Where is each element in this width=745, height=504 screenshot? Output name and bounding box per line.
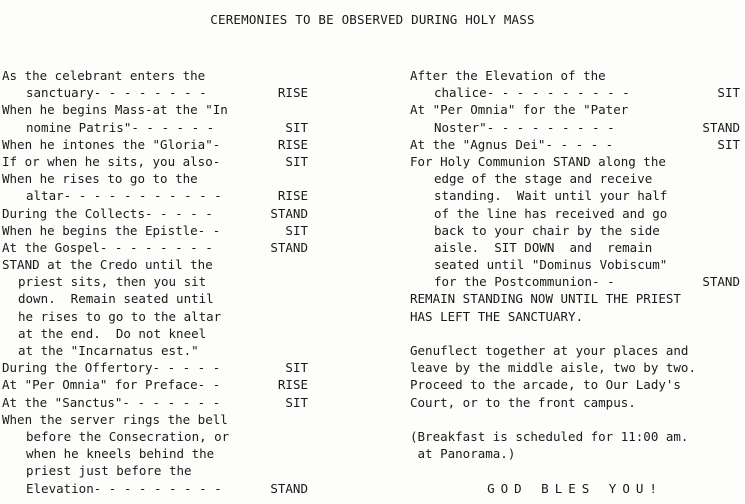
text-line bbox=[410, 359, 740, 376]
text-line bbox=[410, 187, 740, 204]
text-line bbox=[410, 205, 740, 222]
dash-leader: - - - - - - - - bbox=[99, 239, 213, 255]
posture-action: RISE bbox=[277, 188, 308, 204]
line-text: At "Per Omnia" for the "Pater bbox=[410, 102, 629, 118]
posture-action: STAND bbox=[702, 119, 740, 135]
dash-leader: - - - - - - - - - - - bbox=[63, 188, 222, 204]
text-line bbox=[410, 153, 740, 170]
text-line bbox=[2, 67, 308, 84]
line-text: back to your chair by the side bbox=[434, 222, 660, 238]
line-text: (Breakfast is scheduled for 11:00 am. bbox=[410, 428, 689, 444]
text-line bbox=[2, 462, 308, 479]
line-text: For Holy Communion STAND along the bbox=[410, 153, 666, 169]
posture-action: SIT bbox=[285, 394, 308, 410]
text-line bbox=[410, 290, 740, 307]
instruction-line bbox=[2, 480, 308, 497]
text-line bbox=[2, 428, 308, 445]
line-text: priest sits, then you sit bbox=[18, 274, 207, 290]
text-line bbox=[410, 101, 740, 118]
text-line bbox=[410, 394, 740, 411]
instruction-line bbox=[2, 84, 308, 101]
text-line bbox=[410, 376, 740, 393]
line-text: When he begins Mass-at the "In bbox=[2, 102, 228, 118]
line-text: As the celebrant enters the bbox=[2, 68, 206, 83]
instruction-line bbox=[410, 136, 740, 153]
line-text: seated until "Dominus Vobiscum" bbox=[434, 257, 668, 273]
dash-leader: - - bbox=[197, 377, 221, 393]
text-line bbox=[410, 239, 740, 256]
posture-action: SIT bbox=[717, 85, 740, 101]
instruction-line bbox=[2, 222, 308, 239]
instruction-line bbox=[2, 205, 308, 222]
dash-leader: - - - - - - bbox=[131, 119, 215, 135]
posture-action: STAND bbox=[702, 274, 740, 290]
dash-leader: - - - - - - - - - bbox=[486, 119, 615, 135]
line-text: When the server rings the bell bbox=[2, 411, 228, 427]
dash-leader: - - - - - bbox=[152, 360, 221, 376]
dash-leader: - - - - - - - - - - bbox=[486, 85, 630, 101]
line-text: After the Elevation of the bbox=[410, 68, 606, 83]
line-text: Proceed to the arcade, to Our Lady's bbox=[410, 377, 681, 393]
text-line bbox=[410, 67, 740, 84]
dash-leader: - - - - - - - - bbox=[93, 85, 207, 101]
text-line bbox=[2, 290, 308, 307]
posture-action: RISE bbox=[277, 377, 308, 393]
line-text: When he intones the "Gloria" bbox=[2, 136, 213, 152]
instruction-line bbox=[2, 239, 308, 256]
text-line bbox=[410, 428, 740, 445]
dash-leader: - - - - - - - - - bbox=[93, 480, 222, 496]
line-text: GOD BLES YOU! bbox=[487, 480, 663, 496]
text-line bbox=[2, 445, 308, 462]
text-line bbox=[2, 101, 308, 118]
instruction-line bbox=[2, 119, 308, 136]
instruction-line bbox=[2, 187, 308, 204]
line-text: altar bbox=[26, 188, 64, 204]
dash-leader: - bbox=[212, 136, 221, 152]
dash-leader: - - bbox=[197, 222, 221, 238]
line-text: when he kneels behind the bbox=[26, 446, 215, 462]
line-text: If or when he sits, you also bbox=[2, 153, 213, 169]
line-text: Noster" bbox=[434, 119, 487, 135]
text-line bbox=[2, 308, 308, 325]
dash-leader: - bbox=[212, 153, 221, 169]
line-text: at Panorama.) bbox=[410, 446, 516, 462]
line-text: Court, or to the front campus. bbox=[410, 394, 636, 410]
line-text: When he rises to go to the bbox=[2, 171, 198, 187]
line-text: of the line has received and go bbox=[434, 205, 668, 221]
posture-action: STAND bbox=[270, 239, 308, 255]
line-text: HAS LEFT THE SANCTUARY. bbox=[410, 308, 584, 324]
instruction-line bbox=[2, 136, 308, 153]
line-text: at the "Incarnatus est." bbox=[18, 343, 199, 358]
text-line bbox=[410, 462, 740, 479]
line-text: down. Remain seated until bbox=[18, 291, 214, 307]
line-text: At the "Agnus Dei" bbox=[410, 136, 546, 152]
text-line bbox=[410, 342, 740, 359]
dash-leader: - - - - - bbox=[545, 136, 614, 152]
posture-action: STAND bbox=[270, 480, 308, 496]
line-text: leave by the middle aisle, two by two. bbox=[410, 360, 696, 376]
text-line bbox=[410, 480, 740, 497]
line-text: REMAIN STANDING NOW UNTIL THE PRIEST bbox=[410, 291, 681, 307]
line-text: at the end. Do not kneel bbox=[18, 325, 207, 341]
right-column bbox=[410, 67, 740, 497]
line-text: before the Consecration, or bbox=[26, 428, 230, 444]
text-line bbox=[2, 325, 308, 342]
line-text: chalice bbox=[434, 85, 487, 101]
text-line bbox=[2, 411, 308, 428]
posture-action: SIT bbox=[717, 136, 740, 152]
instruction-line bbox=[2, 153, 308, 170]
posture-action: STAND bbox=[270, 205, 308, 221]
posture-action: RISE bbox=[277, 85, 308, 101]
dash-leader: - - bbox=[592, 274, 615, 290]
line-text: When he begins the Epistle bbox=[2, 222, 198, 238]
text-line bbox=[2, 170, 308, 187]
text-line bbox=[410, 308, 740, 325]
text-line bbox=[2, 342, 308, 359]
line-text: nomine Patris" bbox=[26, 119, 132, 135]
text-line bbox=[410, 222, 740, 239]
posture-action: SIT bbox=[285, 360, 308, 376]
line-text: he rises to go to the altar bbox=[18, 308, 222, 324]
line-text: Genuflect together at your places and bbox=[410, 343, 689, 358]
text-line bbox=[410, 325, 740, 342]
line-text: sanctuary bbox=[26, 85, 94, 101]
line-text: priest just before the bbox=[26, 463, 192, 479]
line-text: At "Per Omnia" for Preface bbox=[2, 377, 198, 393]
line-text: for the Postcommunion bbox=[434, 274, 593, 290]
posture-action: SIT bbox=[285, 153, 308, 169]
line-text: aisle. SIT DOWN and remain bbox=[434, 239, 653, 255]
text-line bbox=[410, 170, 740, 187]
line-text: At the "Sanctus" bbox=[2, 394, 123, 410]
line-text: standing. Wait until your half bbox=[434, 188, 668, 204]
text-line bbox=[410, 256, 740, 273]
text-line bbox=[410, 445, 740, 462]
line-text: At the Gospel bbox=[2, 239, 100, 255]
instruction-line bbox=[410, 84, 740, 101]
dash-leader: - - - - - - - bbox=[122, 394, 221, 410]
line-text: Elevation bbox=[26, 480, 94, 496]
posture-action: SIT bbox=[285, 119, 308, 135]
instruction-line bbox=[2, 359, 308, 376]
line-text: STAND at the Credo until the bbox=[2, 257, 213, 273]
instruction-line bbox=[2, 394, 308, 411]
instruction-line bbox=[410, 119, 740, 136]
posture-action: SIT bbox=[285, 222, 308, 238]
instruction-line bbox=[2, 376, 308, 393]
left-column bbox=[2, 67, 308, 497]
posture-action: RISE bbox=[277, 136, 308, 152]
text-line bbox=[410, 411, 740, 428]
text-line bbox=[2, 256, 308, 273]
line-text: During the Offertory bbox=[2, 360, 153, 376]
dash-leader: - - - - - bbox=[145, 205, 213, 221]
text-line bbox=[2, 273, 308, 290]
page-title: CEREMONIES TO BE OBSERVED DURING HOLY MASS bbox=[210, 12, 535, 27]
line-text: During the Collects bbox=[2, 205, 145, 221]
instruction-line bbox=[410, 273, 740, 290]
line-text: edge of the stage and receive bbox=[434, 171, 653, 187]
